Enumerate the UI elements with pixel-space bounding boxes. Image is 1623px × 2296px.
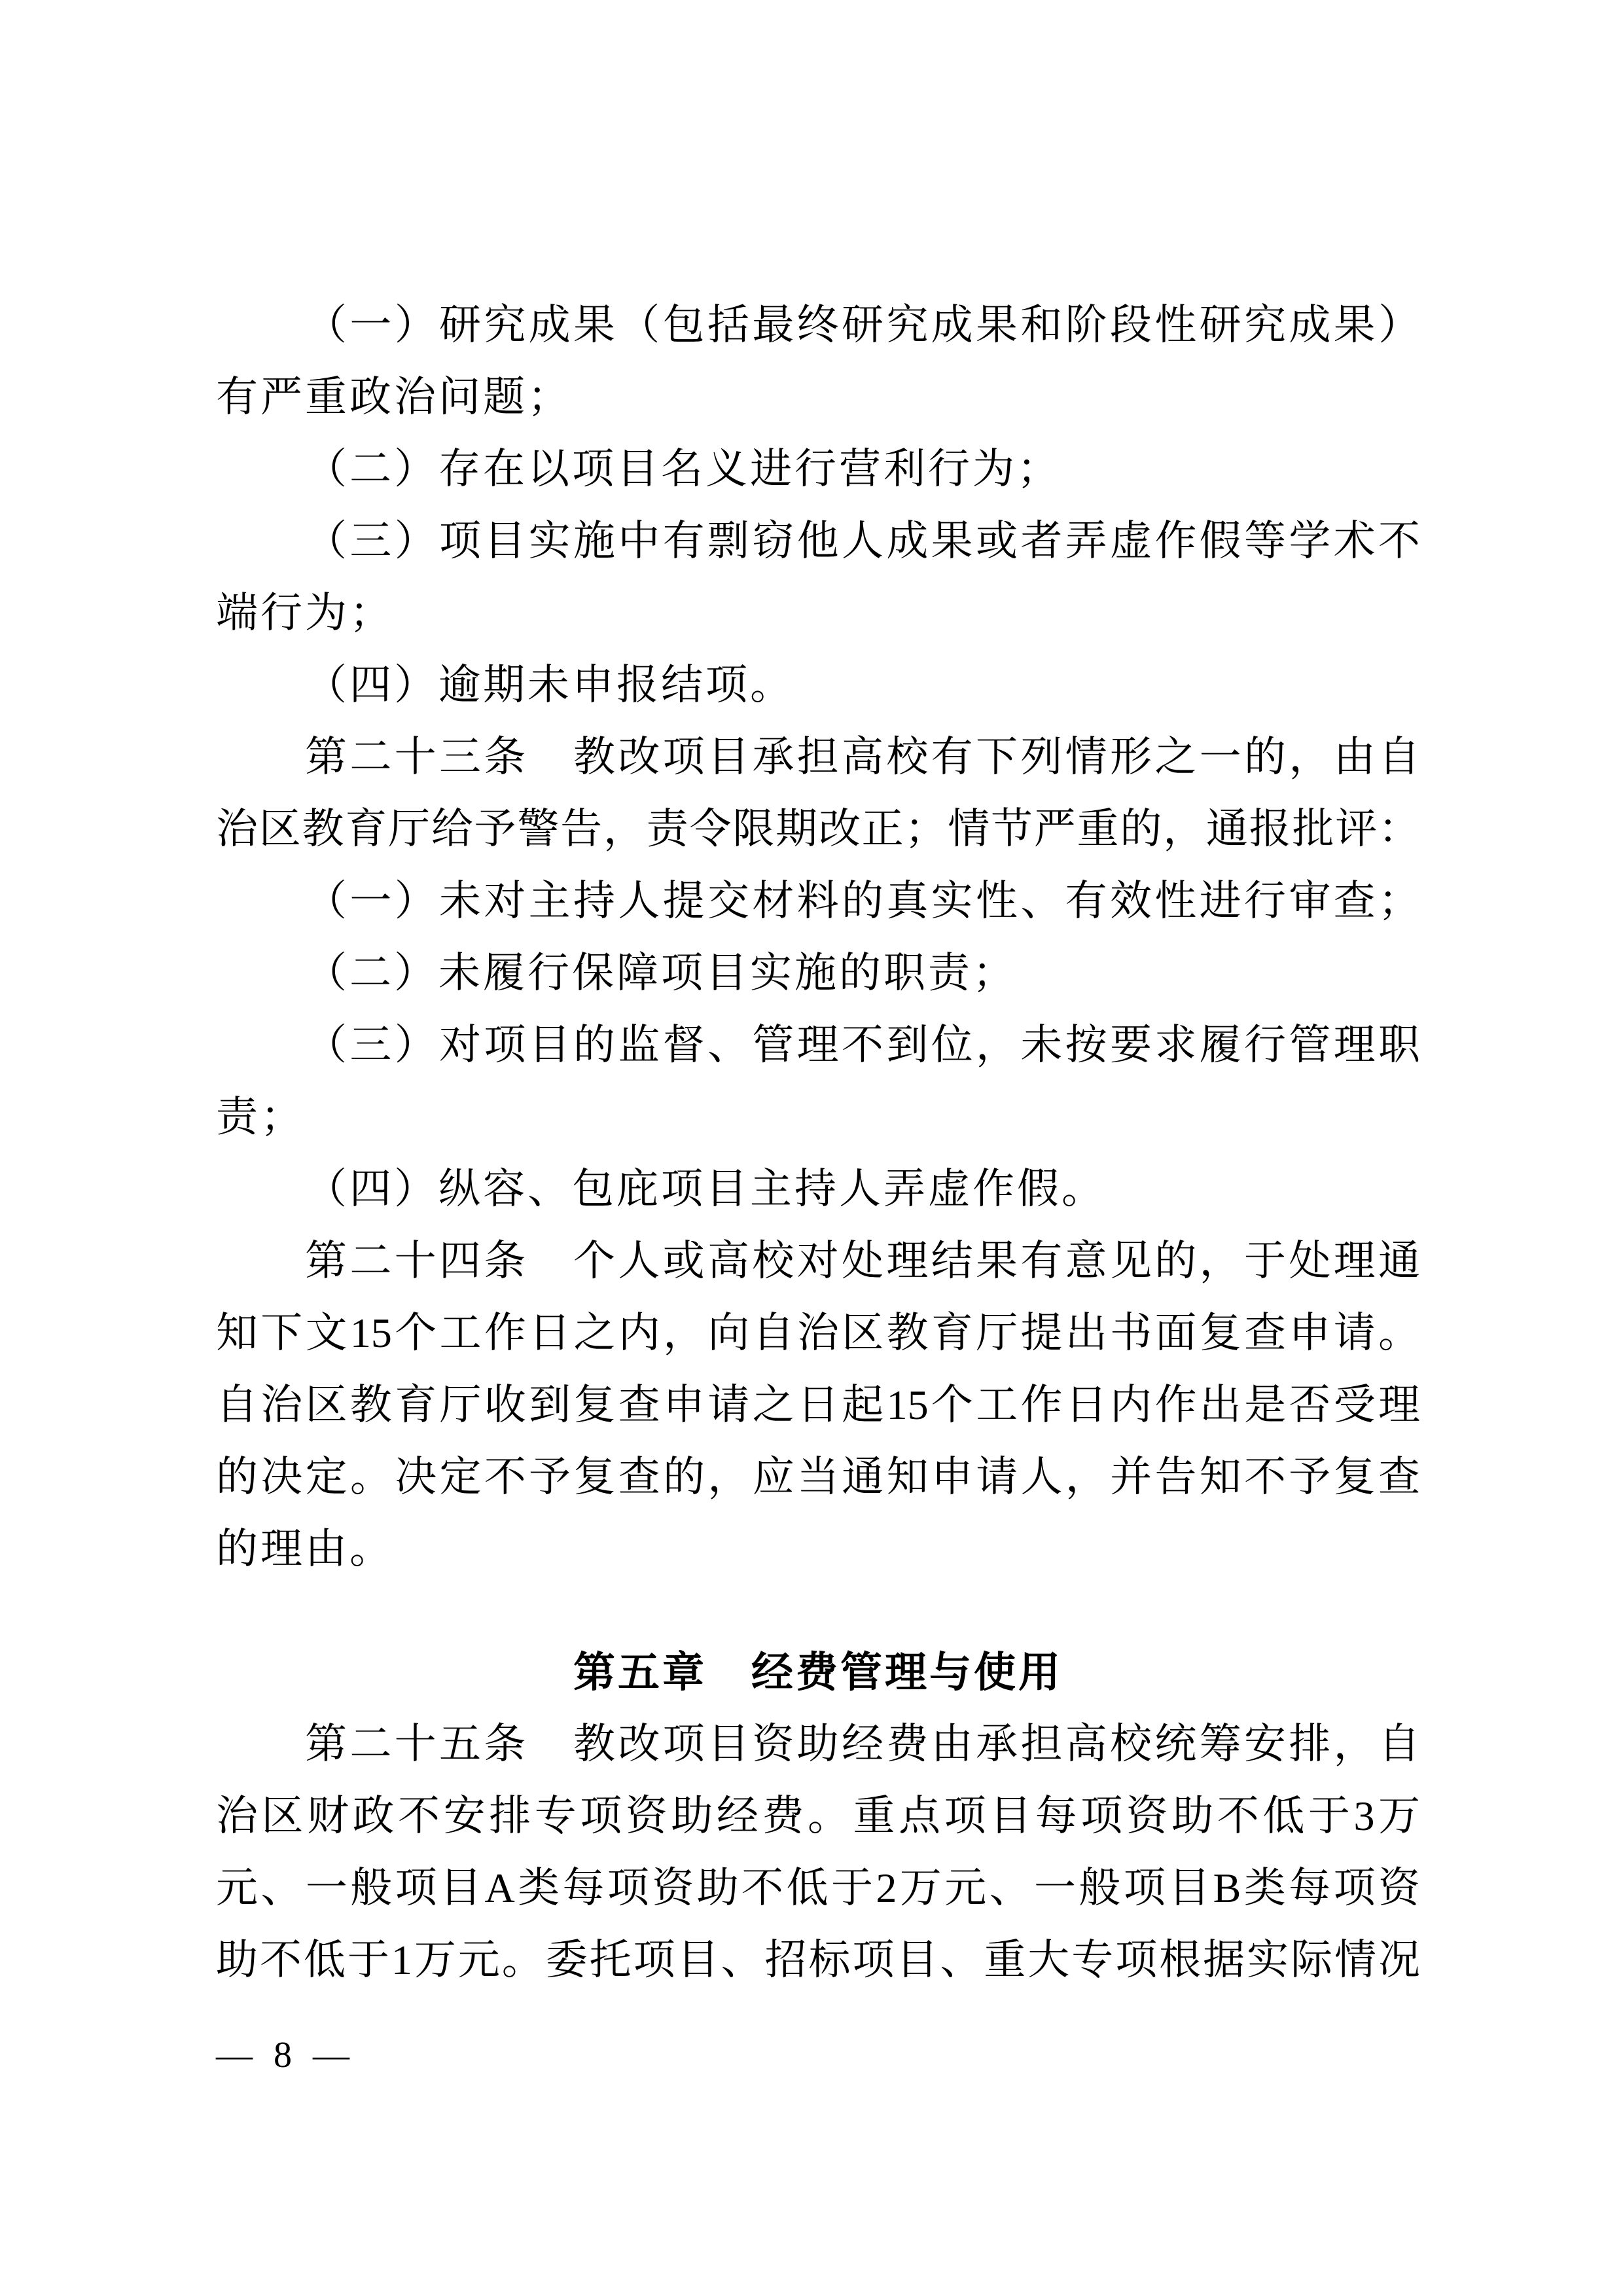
text-line: （四）纵容、包庇项目主持人弄虚作假。	[305, 1166, 1106, 1212]
text-line: 第二十四条 个人或高校对处理结果有意见的，于处理通	[305, 1238, 1420, 1284]
text-line: 知下文15个工作日之内，向自治区教育厅提出书面复查申请。	[216, 1310, 1420, 1356]
text-line: 第二十五条 教改项目资助经费由承担高校统筹安排，自	[305, 1721, 1420, 1767]
text-line: （二）存在以项目名义进行营利行为；	[305, 446, 1061, 492]
text-line: （二）未履行保障项目实施的职责；	[305, 950, 1017, 996]
text-line: （三）对项目的监督、管理不到位，未按要求履行管理职	[305, 1022, 1420, 1068]
text-line: 助不低于1万元。委托项目、招标项目、重大专项根据实际情况	[216, 1937, 1420, 1983]
text-line: （一）未对主持人提交材料的真实性、有效性进行审查；	[305, 878, 1420, 924]
text-line: 有严重政治问题；	[216, 374, 572, 420]
page-footer: — 8 —	[216, 2035, 351, 2075]
chapter-heading: 第五章 经费管理与使用	[573, 1649, 1063, 1696]
text-line: 治区教育厅给予警告，责令限期改正；情节严重的，通报批评：	[216, 806, 1420, 852]
text-line: 的理由。	[216, 1526, 394, 1572]
text-line: （三）项目实施中有剽窃他人成果或者弄虚作假等学术不	[305, 518, 1420, 564]
text-line: （四）逾期未申报结项。	[305, 662, 794, 708]
text-line: 元、一般项目A类每项资助不低于2万元、一般项目B类每项资	[216, 1865, 1420, 1911]
text-line: 端行为；	[216, 590, 394, 636]
text-line: 治区财政不安排专项资助经费。重点项目每项资助不低于3万	[216, 1793, 1420, 1839]
text-line: （一）研究成果（包括最终研究成果和阶段性研究成果）	[305, 302, 1420, 348]
text-line: 的决定。决定不予复查的，应当通知申请人，并告知不予复查	[216, 1454, 1420, 1500]
text-line: 责；	[216, 1094, 305, 1140]
text-line: 自治区教育厅收到复查申请之日起15个工作日内作出是否受理	[216, 1382, 1420, 1428]
text-line: 第二十三条 教改项目承担高校有下列情形之一的，由自	[305, 734, 1420, 780]
page-body	[216, 289, 1420, 1996]
